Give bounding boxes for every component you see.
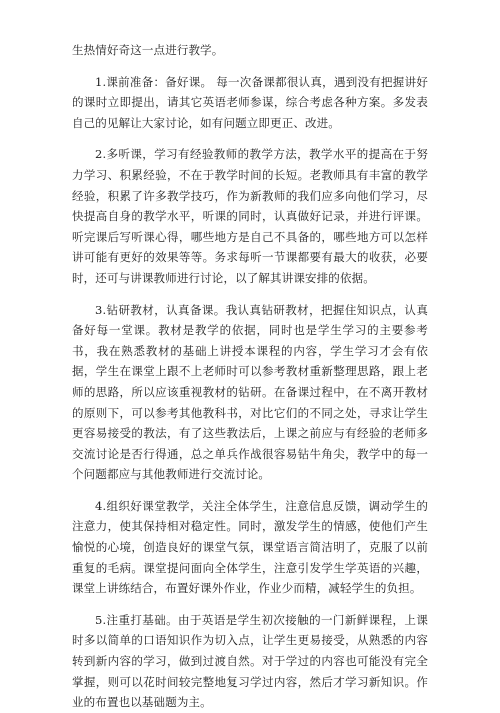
paragraph-lesson-preparation: 1.课前准备：备好课。 每一次备课都很认真，遇到没有把握讲好的课时立即提出，请其它英语老师参谋，综合考虑各种方案。多发表自己的见解让大家讨论，如有问题立即更正、改进。 — [72, 74, 428, 130]
paragraph-continuation: 生热情好奇这一点进行教学。 — [72, 43, 224, 57]
paragraph-observe-lessons: 2.多听课，学习有经验教师的教学方法，教学水平的提高在于努力学习、积累经验，不在于教学时间的长短。老教师具有丰富的教学经验，积累了许多教学技巧，作为新教师的我们应多向他们学习，尽快提高自身的教学水平，听课的同时，认真做好记录，并进行评课。听完课后写听课心得，哪些地方是自己不具备的，哪些地方可以怎样讲可能有更好的效果等等。务求每听一节课都要有最大的收获，必要时，还可与讲课教师进行讨论，以了解其讲课安排的依据。 — [72, 147, 428, 285]
paragraph-classroom-teaching: 4.组织好课堂教学，关注全体学生，注意信息反馈，调动学生的注意力，使其保持相对稳定性。同时，激发学生的情感，使他们产生愉悦的心境，创造良好的课堂气氛，课堂语言简洁明了，克服了以前重复的毛病。课堂提问面向全体学生，注意引发学生学英语的兴趣，课堂上讲练结合，布置好课外作业，作业少而精，减轻学生的负担。 — [72, 498, 428, 596]
paragraph-build-foundation: 5.注重打基础。由于英语是学生初次接触的一门新鲜课程，上课时多以简单的口语知识作为切入点，让学生更易接受，从熟悉的内容转到新内容的学习，做到过渡自然。对于学过的内容也可能没有完全掌握，则可以花时间较完整地复习学过内容，然后才学习新知识。作业的布置也以基础题为主。 — [72, 612, 428, 710]
paragraph-study-textbook: 3.钻研教材，认真备课。我认真钻研教材，把握住知识点，认真备好每一堂课。教材是教学的依据，同时也是学生学习的主要参考书，我在熟悉教材的基础上讲授本课程的内容，学生学习才会有依据，学生在课堂上跟不上老师时可以参考教材重新整理思路，跟上老师的思路，所以应该重视教材的钻研。在备课过程中，在不离开教材的原则下，可以参考其他教科书，对比它们的不同之处，寻求让学生更容易接受的教法，有了这些教法后，上课之前应与有经验的老师多交流讨论是否行得通，总之单兵作战很容易钻牛角尖，教学中的每一个问题都应与其他教师进行交流讨论。 — [72, 302, 428, 482]
